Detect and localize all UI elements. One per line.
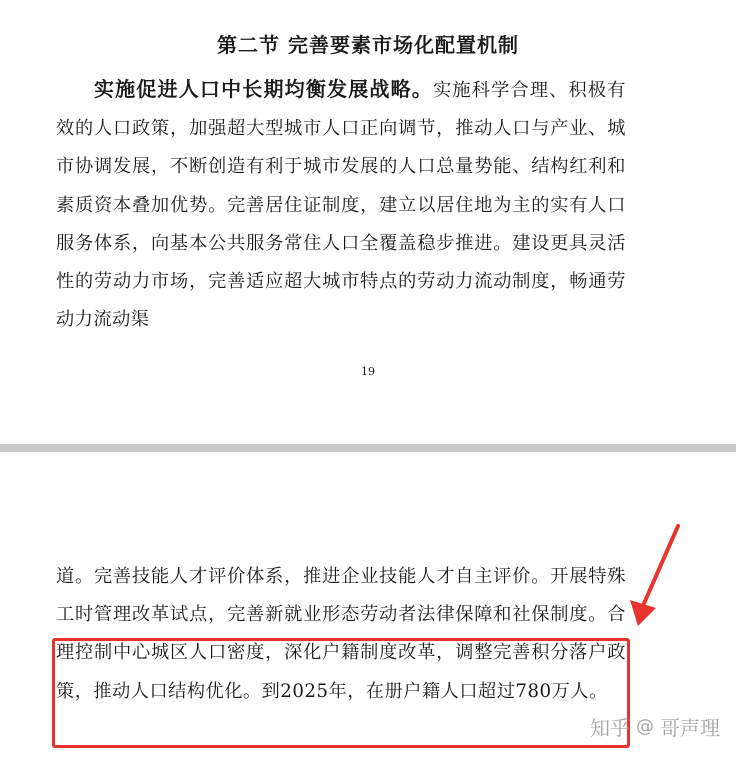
- paragraph-top: [56, 70, 626, 339]
- paragraph-bottom: [56, 558, 626, 711]
- page-gap: [0, 444, 736, 452]
- watermark: [590, 712, 720, 741]
- watermark-brand: 知乎: [590, 716, 630, 740]
- paragraph-bottom-plain: 道。完善技能人才评价体系，推进企业技能人才自主评价。开展特殊工时管理改革试点，完善新就业形态劳动者法律保: [56, 566, 626, 626]
- page-number: 19: [361, 365, 375, 378]
- annotation-arrow-icon: [620, 522, 690, 632]
- paragraph-bottom-highlighted: 障和社保制度。合理控制中心城区人口密度，深化户籍制度改革，调整完善积分落户政策，推动人口结构优化。到2025年，在册户籍人口超过780万人。: [56, 604, 626, 702]
- document-page-bottom: [0, 452, 736, 759]
- paragraph-top-text: 实施科学合理、积极有效的人口政策，加强超大型城市人口正向调节，推动人口与产业、城市协调发展，不断创造有利于城市发展的人口总量势能、结构红利和素质资本叠加优势。完善居住证制度，建立以居住地为主的实有人口服务体系，向基本公共服务常住人口全覆盖稳步推进。建设更具灵活性的劳动力市场，完善适应超大城市特点的劳动力流动制度，畅通劳动力流动渠: [56, 80, 626, 331]
- watermark-author: 哥声理: [660, 716, 720, 740]
- section-title: 第二节 完善要素市场化配置机制: [217, 33, 519, 57]
- watermark-at: @: [636, 716, 654, 737]
- lead-sentence: 实施促进人口中长期均衡发展战略。: [94, 77, 433, 101]
